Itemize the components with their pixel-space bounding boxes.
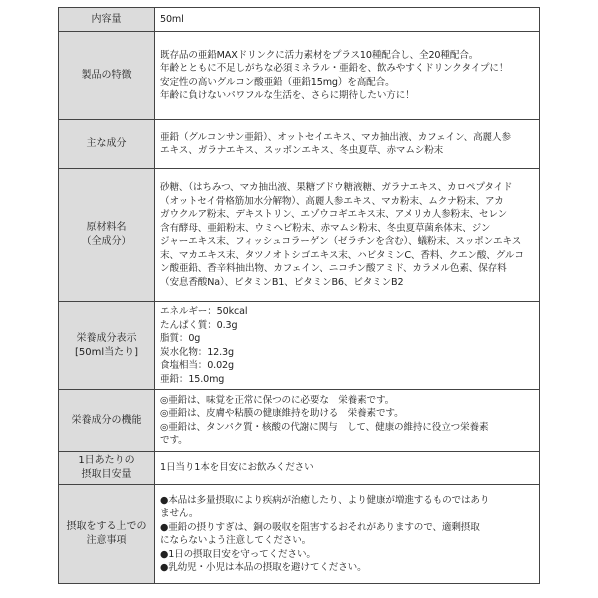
row-label: [59, 32, 155, 120]
row-value-line: ●本品は多量摂取により疾病が治癒したり、より健康が増進するものではあり: [160, 494, 490, 506]
row-value: [155, 32, 540, 120]
row-label-line: 原材料名: [86, 222, 127, 233]
product-spec-table: [58, 7, 540, 584]
row-value-line: ン酸亜鉛、香辛料抽出物、カフェイン、ニコチン酸アミド、カラメル色素、保存料: [160, 263, 507, 274]
row-value-line: 末、マカエキス末、タツノオトシゴエキス末、ハビタミンC、香料、クエン酸、グルコ: [160, 249, 524, 261]
row-value: [155, 485, 540, 584]
row-value-line: 食塩相当：0.02g: [160, 360, 234, 371]
row-value-line: 亜鉛：15.0mg: [160, 373, 225, 385]
spec-row-raw-materials: [59, 169, 540, 302]
row-value: [155, 169, 540, 302]
row-value-line: 既存品の亜鉛MAXドリンクに活力素材をプラス10種配合し、全20種配合。: [160, 49, 479, 61]
row-value: [155, 390, 540, 452]
row-value-line: （オットセイ骨格筋加水分解物）、高麗人参エキス、マカ粉末、ムクナ粉末、アカ: [160, 195, 504, 207]
row-value-line: 50ml: [160, 13, 184, 25]
spec-row-features: [59, 32, 540, 120]
row-label: [59, 485, 155, 584]
row-value-line: 炭水化物：12.3g: [160, 346, 234, 358]
row-value-line: 1日当り1本を目安にお飲みください: [160, 462, 314, 474]
spec-row-content-volume: [59, 8, 540, 32]
row-value-line: 年齢に負けないパワフルな生活を、さらに期待したい方に！: [160, 90, 415, 101]
row-value: [155, 8, 540, 32]
row-value: [155, 120, 540, 169]
row-label-line: 内容量: [91, 13, 122, 25]
row-value-line: にならないよう注意してください。: [160, 535, 312, 546]
row-label-line: 注意事項: [86, 535, 127, 546]
spec-row-precautions: [59, 485, 540, 584]
row-value-line: 年齢とともに不足しがちな必須ミネラル・亜鉛を、飲みやすくドリンクタイプに！: [160, 63, 509, 74]
row-label: [59, 390, 155, 452]
row-value-line: （安息香酸Na）、ビタミンB1、ビタミンB6、ビタミンB2: [160, 276, 404, 288]
row-value-line: ◎亜鉛は、皮膚や粘膜の健康維持を助ける 栄養素です。: [160, 408, 404, 419]
row-label-line: 栄養成分の機能: [71, 414, 142, 426]
row-value-line: 砂糖、（はちみつ、マカ抽出液、果糖ブドウ糖液糖、ガラナエキス、カロペプタイド: [160, 182, 513, 193]
spec-table-body: [59, 8, 540, 584]
row-value-line: たんぱく質：0.3g: [160, 319, 238, 331]
row-label-line: （全成分）: [81, 236, 132, 247]
row-value-line: ●1日の摂取目安を守ってください。: [160, 548, 316, 560]
row-value-line: ◎亜鉛は、タンパク質・核酸の代謝に関与 して、健康の維持に役立つ栄養素: [160, 421, 489, 433]
row-label-line: 栄養成分表示: [76, 332, 137, 344]
row-label: [59, 302, 155, 390]
row-value-line: 安定性の高いグルコン酸亜鉛（亜鉛15mg）を高配合。: [160, 76, 395, 88]
row-label: [59, 169, 155, 302]
spec-row-nutrition-facts: [59, 302, 540, 390]
row-label: [59, 8, 155, 32]
row-value-line: ◎亜鉛は、味覚を正常に保つのに必要な 栄養素です。: [160, 394, 395, 406]
row-value: [155, 452, 540, 485]
row-label-line: [50ml当たり]: [74, 346, 139, 358]
row-label-line: 主な成分: [86, 138, 127, 149]
row-value-line: です。: [160, 435, 188, 446]
row-value-line: ガウクルア粉末、デキストリン、エゾウコギエキス末、アメリカ人参粉末、セレン: [160, 209, 508, 220]
row-value-line: ジャーエキス末、フィッシュコラーゲン（ゼラチンを含む）、蟻粉末、スッポンエキス: [160, 236, 522, 247]
row-label-line: 摂取をする上での: [66, 521, 147, 532]
row-label: [59, 452, 155, 485]
row-value-line: エキス、ガラナエキス、スッポンエキス、冬虫夏草、赤マムシ粉末: [160, 145, 444, 156]
row-value-line: ●乳幼児・小児は本品の摂取を避けてください。: [160, 562, 367, 573]
row-label-line: 摂取目安量: [81, 469, 132, 480]
row-label-line: 1日あたりの: [78, 455, 135, 466]
row-value-line: ●亜鉛の摂りすぎは、銅の吸収を阻害するおそれがありますので、適剰摂取: [160, 521, 480, 533]
row-value-line: 亜鉛（グルコンサン亜鉛）、オットセイエキス、マカ抽出液、カフェイン、高麗人参: [160, 131, 511, 143]
row-value-line: ません。: [160, 508, 199, 519]
spec-row-daily-intake: [59, 452, 540, 485]
row-value-line: 脂質：0g: [160, 333, 201, 344]
row-value-line: エネルギー：50kcal: [160, 306, 248, 317]
row-value: [155, 302, 540, 390]
spec-row-nutrient-functions: [59, 390, 540, 452]
row-value-line: 含有酵母、亜鉛粉末、ウミヘビ粉末、赤マムシ粉末、冬虫夏草菌糸体末、ジン: [160, 222, 491, 234]
row-label: [59, 120, 155, 169]
row-label-line: 製品の特徴: [81, 69, 132, 81]
spec-row-main-ingredients: [59, 120, 540, 169]
